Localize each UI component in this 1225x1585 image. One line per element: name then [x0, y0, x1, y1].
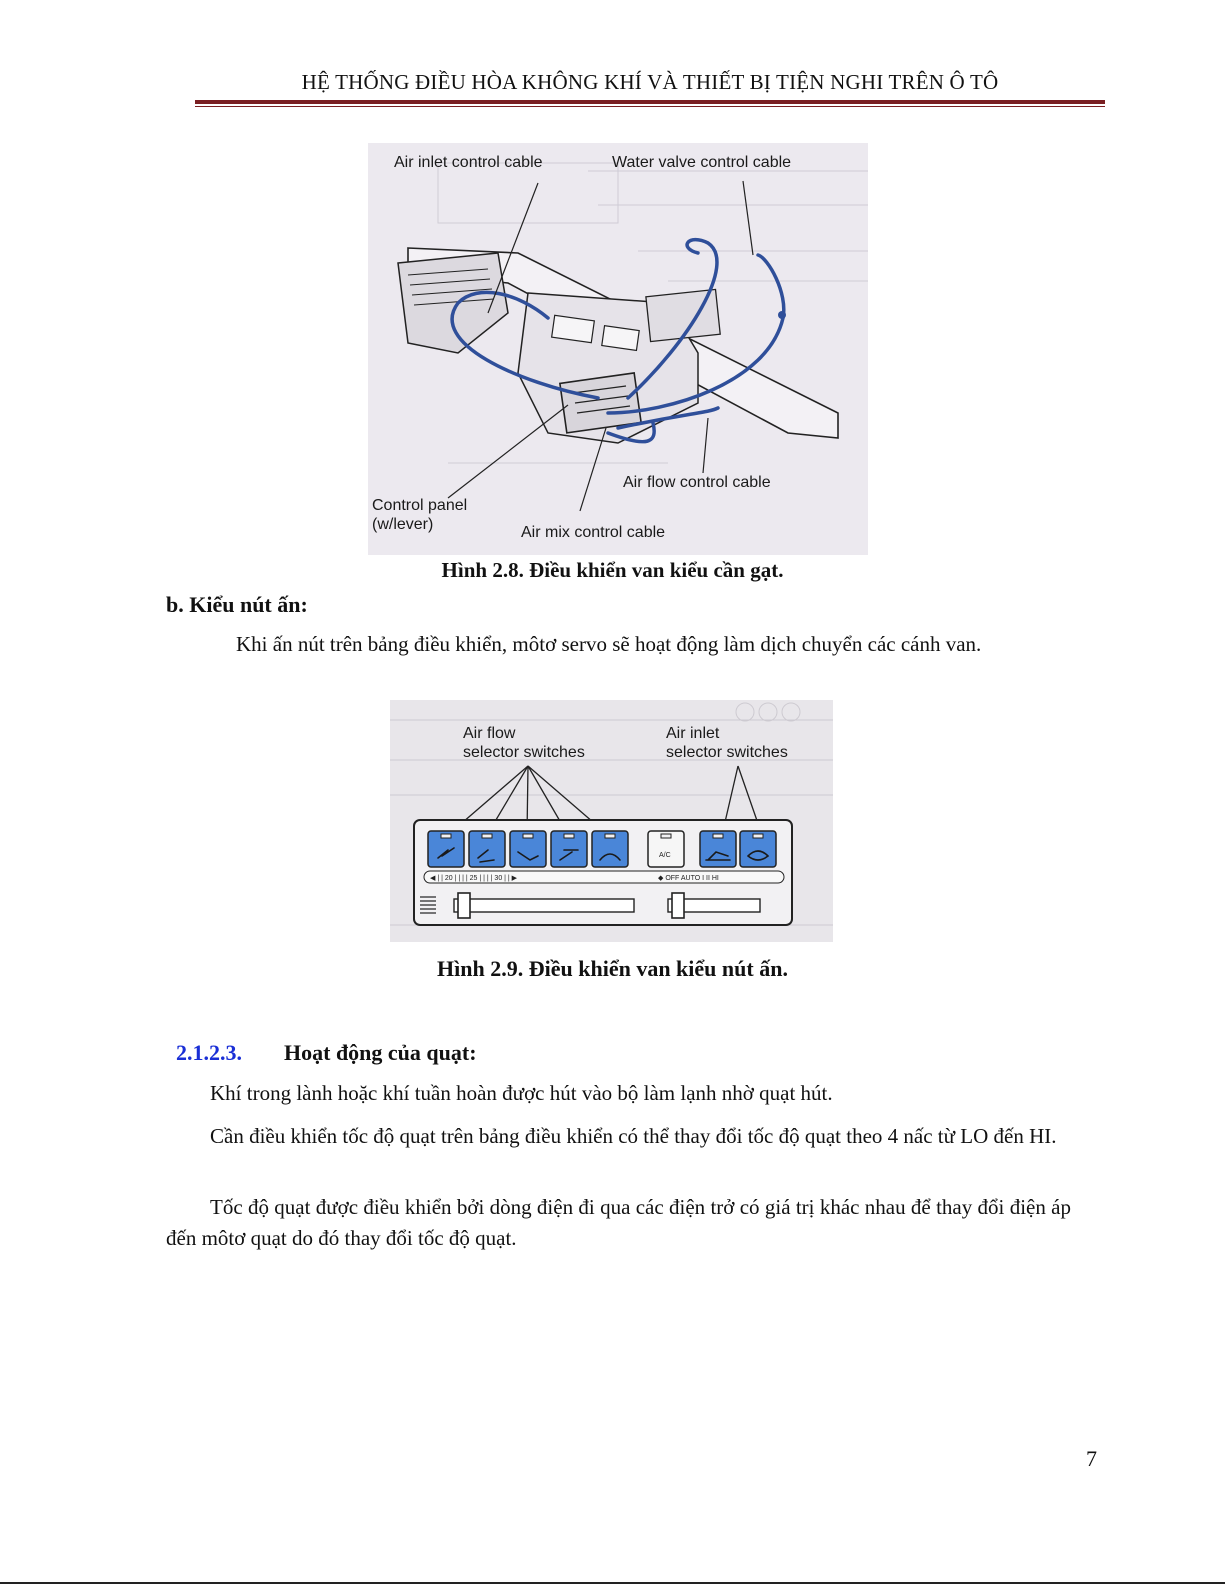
- paragraph-push-button: Khi ấn nút trên bảng điều khiển, môtơ servo sẽ hoạt động làm dịch chuyển các cánh van.: [236, 632, 982, 656]
- figure-push-button-control: [390, 700, 833, 942]
- page-bottom-rule: [0, 1582, 1225, 1584]
- label-control-panel-note: (w/lever): [372, 516, 434, 533]
- label-air-flow-cable: Air flow control cable: [623, 474, 771, 491]
- figure-caption-2-9: Hình 2.9. Điều khiển van kiểu nút ấn.: [437, 956, 788, 981]
- header-rule: [195, 100, 1105, 104]
- paragraph-fan-3: Tốc độ quạt được điều khiển bởi dòng điện đi qua các điện trở có giá trị khác nhau để thay đổi điện áp đến môtơ quạt do đó thay đổi tốc độ quạt.: [166, 1195, 1071, 1250]
- label-air-inlet-cable: Air inlet control cable: [394, 154, 543, 171]
- page-number: 7: [1086, 1446, 1097, 1471]
- label-air-flow-switches: Air flow: [463, 725, 516, 742]
- temperature-slider-knob[interactable]: [458, 893, 470, 918]
- ac-button-label: A/C: [659, 852, 671, 859]
- label-air-flow-switches-line2: selector switches: [463, 744, 585, 761]
- section-title: Hoạt động của quạt:: [284, 1040, 477, 1065]
- label-air-inlet-switches-line2: selector switches: [666, 744, 788, 761]
- fan-speed-slider-knob[interactable]: [672, 893, 684, 918]
- label-water-valve-cable: Water valve control cable: [612, 154, 792, 171]
- page-header-title: HỆ THỐNG ĐIỀU HÒA KHÔNG KHÍ VÀ THIẾT BỊ TIỆN NGHI TRÊN Ô TÔ: [301, 70, 999, 94]
- figure-lever-control: [368, 143, 868, 555]
- temperature-slider-track[interactable]: [454, 899, 634, 912]
- label-air-mix-cable: Air mix control cable: [521, 524, 666, 541]
- figure-push-button-drawing: [390, 700, 833, 942]
- label-air-inlet-switches: Air inlet: [666, 725, 720, 742]
- subsection-heading-push-button: b. Kiểu nút ấn:: [166, 592, 308, 617]
- section-number: 2.1.2.3.: [176, 1040, 242, 1065]
- header-rule-thin: [195, 106, 1105, 107]
- temperature-scale: ◀ | | 20 | | | | 25 | | | | 30 | | ▶: [430, 875, 518, 882]
- figure-lever-control-drawing: [368, 143, 868, 555]
- paragraph-fan-2: Cần điều khiển tốc độ quạt trên bảng điều khiển có thể thay đổi tốc độ quạt theo 4 nấc từ LO đến HI.: [210, 1124, 1057, 1148]
- paragraph-fan-1: Khí trong lành hoặc khí tuần hoàn được hút vào bộ làm lạnh nhờ quạt hút.: [210, 1081, 833, 1105]
- figure-caption-2-8: Hình 2.8. Điều khiển van kiểu cần gạt.: [441, 558, 784, 582]
- section-heading-fan: [176, 1040, 477, 1066]
- label-control-panel: Control panel: [372, 497, 468, 514]
- fan-speed-scale: ◆ OFF AUTO I II HI: [658, 875, 719, 882]
